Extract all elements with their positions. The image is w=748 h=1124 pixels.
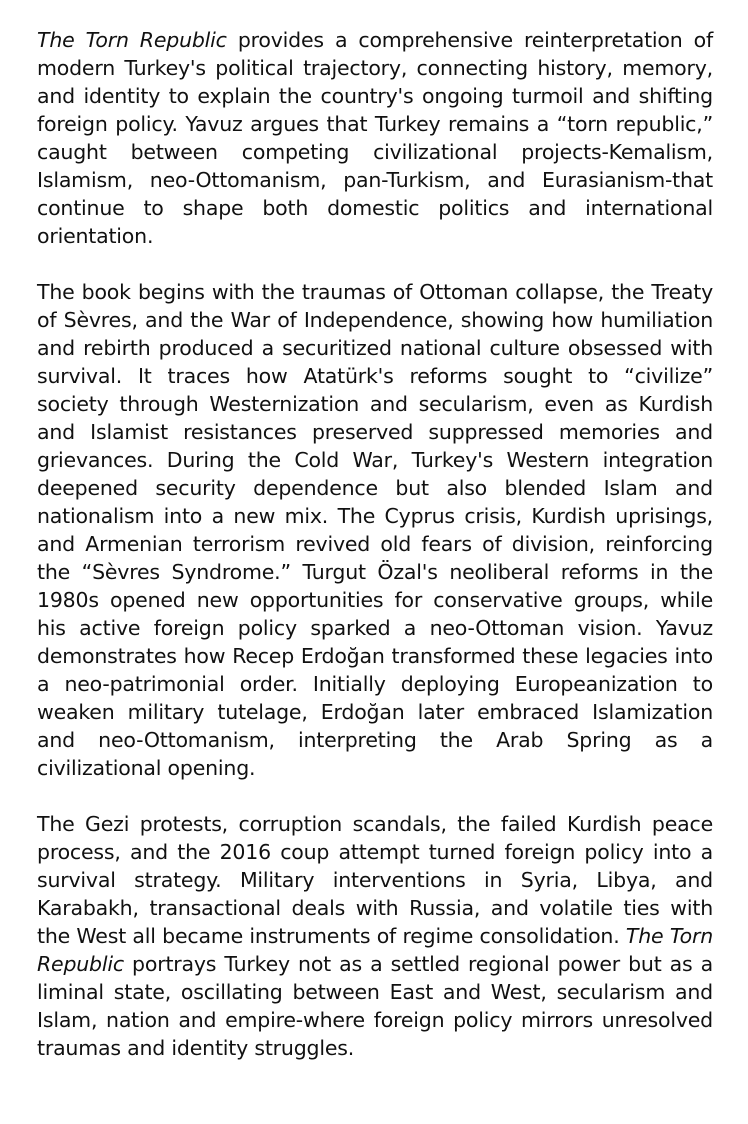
paragraph-text: The book begins with the traumas of Ottoman collapse, the Treaty of Sèvres, and the War of Independence, showing how humiliation and rebirth produced a securitized national culture obsessed with survival. It traces how Atatürk's reforms sought to “civilize” society through Westernization and secularism, even as Kurdish and Islamist resistances preserved suppressed memories and grievances. During the Cold War, Turkey's Western integration deepened security dependence but also blended Islam and nationalism into a new mix. The Cyprus crisis, Kurdish uprisings, and Armenian terrorism revived old fears of division, reinforcing the “Sèvres Syndrome.” Turgut Özal's neoliberal reforms in the 1980s opened new opportunities for conservative groups, while his active foreign policy sparked a neo-Ottoman vision. Yavuz demonstrates how Recep Erdoğan transformed these legacies into a neo-patrimonial order. Initially deploying Europeanization to weaken military tutelage, Erdoğan later embraced Islamization and neo-Ottomanism, interpreting the Arab Spring as a civilizational opening. [37,280,713,780]
paragraph-text: provides a comprehensive reinterpretation of modern Turkey's political trajectory, connecting history, memory, and identity to explain the country's ongoing turmoil and shifting foreign policy. Yavuz argues that Turkey remains a “torn republic,” caught between competing civilizational projects-Kemalism, Islamism, neo-Ottomanism, pan-Turkism, and Eurasianism-that continue to shape both domestic politics and international orientation. [37,28,713,248]
paragraph-intro [37,26,713,250]
paragraph-text: portrays Turkey not as a settled regional power but as a liminal state, oscillating between East and West, secularism and Islam, nation and empire-where foreign policy mirrors unresolved traumas and identity struggles. [37,952,713,1060]
paragraph-text: The Gezi protests, corruption scandals, the failed Kurdish peace process, and the 2016 coup attempt turned foreign policy into a survival strategy. Military interventions in Syria, Libya, and Karabakh, transactional deals with Russia, and volatile ties with the West all became instruments of regime consolidation. [37,812,713,948]
document-body [37,26,713,1062]
paragraph-history [37,278,713,782]
book-title: The Torn Republic [37,28,227,52]
book-title: The Torn Republic [37,924,713,976]
paragraph-conclusion [37,810,713,1062]
